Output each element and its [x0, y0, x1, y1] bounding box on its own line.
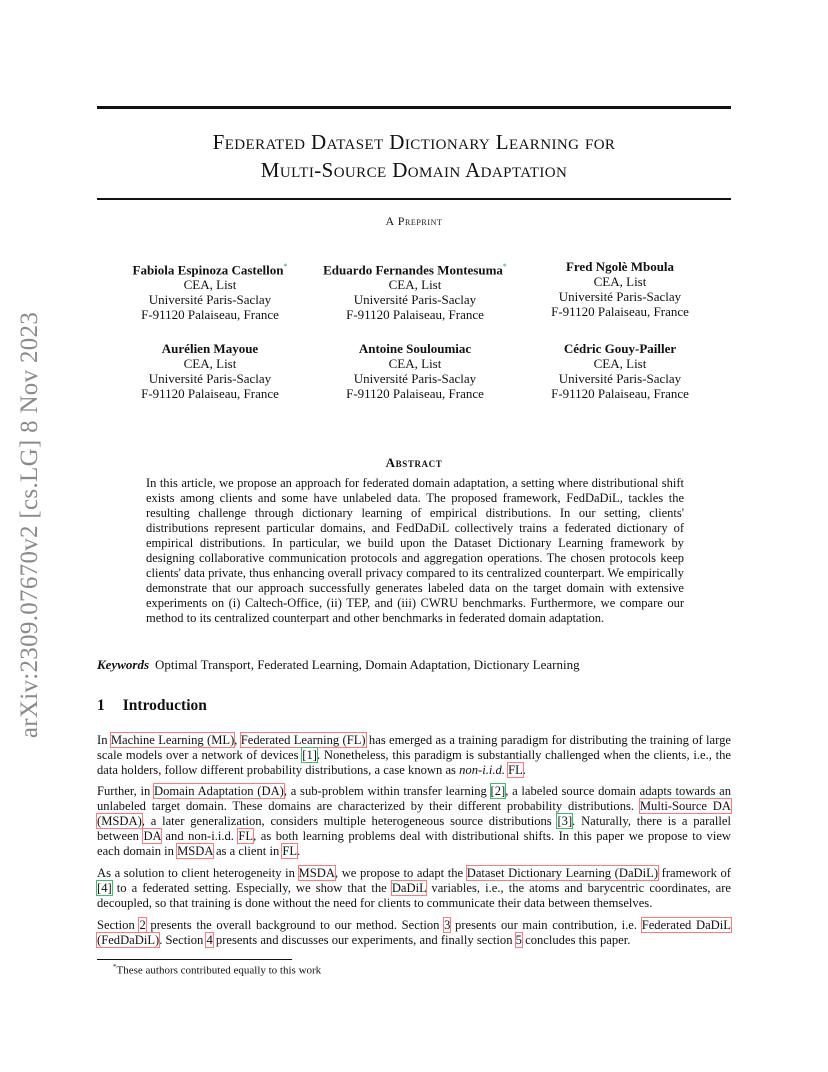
keywords-text: Optimal Transport, Federated Learning, Domain Adaptation, Dictionary Learning	[155, 657, 580, 672]
acronym-link-fl[interactable]: FL	[238, 829, 254, 843]
author-affiliation: CEA, List	[593, 356, 647, 371]
section-ref-link[interactable]: 5	[515, 933, 522, 947]
footnote-mark: *	[113, 963, 117, 971]
text-run: , a sub-problem within transfer learning	[283, 784, 491, 798]
author-affiliation: CEA, List	[183, 356, 237, 371]
intro-paragraph-1	[97, 733, 731, 778]
acronym-link-fl[interactable]: Federated Learning (FL)	[240, 733, 366, 747]
arxiv-identifier: arXiv:2309.07670v2 [cs.LG] 8 Nov 2023	[16, 311, 44, 739]
text-run: and non-i.i.d.	[160, 829, 239, 843]
author-block	[110, 259, 310, 322]
author-name: Aurélien Mayoue	[161, 341, 259, 356]
section-heading-introduction	[97, 697, 207, 715]
author-name: Antoine Souloumiac	[358, 341, 472, 356]
citation-link[interactable]: [1]	[302, 748, 317, 762]
author-block	[315, 259, 515, 322]
text-run: ,	[234, 733, 241, 747]
text-run: , a later generalization, considers multiple heterogeneous source distributions	[141, 814, 558, 828]
section-ref-link[interactable]: 4	[206, 933, 213, 947]
footnote-text: These authors contributed equally to this work	[116, 964, 322, 977]
equal-contribution-mark[interactable]: *	[283, 262, 288, 271]
text-run: , a labeled source domain adapts towards an unlabeled target domain. These domains are characterized by their different probability distributions.	[97, 784, 731, 813]
citation-link[interactable]: [4]	[97, 881, 112, 895]
text-run: .	[522, 763, 526, 777]
author-address: F-91120 Palaiseau, France	[551, 304, 689, 319]
author-address: F-91120 Palaiseau, France	[141, 386, 279, 401]
text-run: , as both learning problems deal with distributional shifts. In this paper we propose to view each domain in	[97, 829, 731, 858]
text-run: Further, in	[97, 784, 154, 798]
acronym-link-msda[interactable]: MSDA	[177, 844, 213, 858]
author-address: F-91120 Palaiseau, France	[551, 386, 689, 401]
author-block	[520, 259, 720, 322]
text-run: .	[297, 844, 301, 858]
text-run: presents the overall background to our method. Section	[145, 918, 445, 932]
text-run: , we propose to adapt the	[334, 866, 467, 880]
intro-paragraph-3	[97, 866, 731, 911]
intro-paragraph-2	[97, 784, 731, 859]
text-run: presents our main contribution, i.e.	[450, 918, 642, 932]
text-run: as a client in	[212, 844, 283, 858]
author-name: Cédric Gouy-Pailler	[563, 341, 677, 356]
paper-title	[97, 128, 731, 184]
keywords-line	[97, 657, 731, 673]
section-number: 1	[97, 697, 105, 714]
title-top-rule	[97, 106, 731, 109]
author-university: Université Paris-Saclay	[558, 371, 682, 386]
acronym-link-dadil[interactable]: DaDiL	[391, 881, 427, 895]
author-block	[520, 341, 720, 401]
author-block	[110, 341, 310, 401]
text-run: framework of	[658, 866, 731, 880]
emphasis-text: non-i.i.d.	[459, 763, 505, 777]
section-ref-link[interactable]: 3	[444, 918, 451, 932]
section-ref-link[interactable]: 2	[139, 918, 146, 932]
author-affiliation: CEA, List	[183, 277, 237, 293]
footnote-rule	[97, 959, 292, 960]
abstract-body: In this article, we propose an approach for federated domain adaptation, a setting where distributional shift exists among clients and some have unlabeled data. The proposed framework, FedDaDiL, tackles the resulting challenge through dictionary learning of empirical distributions. In our setting, clients' distributions represent particular domains, and FedDaDiL collectively trains a federated dictionary of empirical distributions. In particular, we build upon the Dataset Dictionary Learning framework by designing collaborative communication protocols and aggregation operations. The chosen protocols keep clients' data private, thus enhancing overall privacy compared to its centralized counterpart. We empirically demonstrate that our approach successfully generates labeled data on the target domain with extensive experiments on (i) Caltech-Office, (ii) TEP, and (iii) CWRU benchmarks. Furthermore, we compare our method to its centralized counterpart and other benchmarks in federated domain adaptation.	[146, 476, 684, 625]
citation-link[interactable]: [3]	[557, 814, 573, 828]
text-run: variables, i.e., the atoms and barycentric coordinates, are decoupled, so that training is done without the need for clients to communicate their data between themselves.	[97, 881, 731, 910]
acronym-link-da[interactable]: DA	[143, 829, 161, 843]
text-run: . Section	[159, 933, 207, 947]
author-address: F-91120 Palaiseau, France	[141, 307, 279, 323]
acronym-link-dadil[interactable]: Dataset Dictionary Learning (DaDiL)	[466, 866, 659, 880]
acronym-link-msda[interactable]: MSDA	[298, 866, 335, 880]
acronym-link-msda[interactable]: Multi-Source DA (MSDA)	[97, 799, 731, 828]
text-run: has emerged as a training paradigm for distributing the training of large scale models over a network of devices	[97, 733, 731, 762]
title-bottom-rule	[97, 198, 731, 200]
author-affiliation: CEA, List	[388, 277, 442, 293]
abstract-heading: Abstract	[385, 455, 443, 470]
arxiv-side-stamp	[10, 290, 50, 760]
text-run: concludes this paper.	[521, 933, 631, 947]
author-university: Université Paris-Saclay	[353, 292, 477, 308]
author-block	[315, 341, 515, 401]
text-run: As a solution to client heterogeneity in	[97, 866, 299, 880]
authors-row-1	[110, 259, 720, 322]
citation-link[interactable]: [2]	[490, 784, 506, 798]
author-name: Fabiola Espinoza Castellon	[132, 262, 284, 278]
preprint-label: A Preprint	[385, 214, 443, 228]
author-university: Université Paris-Saclay	[558, 289, 682, 304]
acronym-link-feddadil[interactable]: Federated DaDiL (FedDaDiL)	[97, 918, 731, 947]
text-run: to a federated setting. Especially, we show that the	[111, 881, 392, 895]
acronym-link-da[interactable]: Domain Adaptation (DA)	[153, 784, 284, 798]
intro-paragraph-4	[97, 918, 731, 948]
acronym-link-fl[interactable]: FL	[508, 763, 523, 777]
footnote	[113, 963, 321, 977]
text-run: . Nonetheless, this paradigm is substantially challenged when the clients, i.e., the data holders, follow different probability distributions, a case known as	[97, 748, 732, 777]
text-run: Section	[97, 918, 140, 932]
author-university: Université Paris-Saclay	[148, 371, 272, 386]
text-run: . Naturally, there is a parallel between	[97, 814, 731, 843]
text-run: In	[97, 733, 111, 747]
author-university: Université Paris-Saclay	[148, 292, 272, 308]
acronym-link-ml[interactable]: Machine Learning (ML)	[110, 733, 235, 747]
author-affiliation: CEA, List	[593, 274, 647, 289]
title-line-1: Federated Dataset Dictionary Learning for	[212, 130, 616, 154]
keywords-label: Keywords	[97, 657, 149, 672]
author-affiliation: CEA, List	[388, 356, 442, 371]
author-address: F-91120 Palaiseau, France	[346, 307, 484, 323]
author-address: F-91120 Palaiseau, France	[346, 386, 484, 401]
section-title: Introduction	[122, 697, 207, 714]
author-university: Université Paris-Saclay	[353, 371, 477, 386]
equal-contribution-mark[interactable]: *	[502, 262, 507, 271]
acronym-link-fl[interactable]: FL	[282, 844, 298, 858]
author-name: Fred Ngolè Mboula	[565, 259, 675, 274]
authors-row-2	[110, 341, 720, 401]
author-name: Eduardo Fernandes Montesuma	[323, 262, 503, 278]
title-line-2: Multi-Source Domain Adaptation	[260, 158, 568, 182]
text-run: presents and discusses our experiments, and finally section	[212, 933, 516, 947]
